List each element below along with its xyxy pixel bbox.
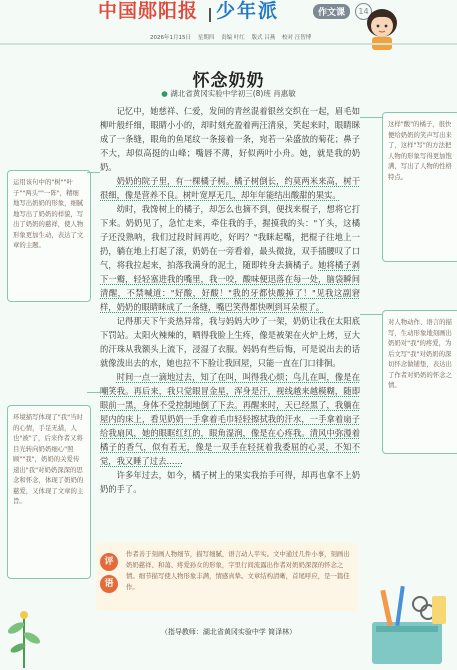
issue-editor: 责编 叶红 xyxy=(221,35,245,41)
article-body xyxy=(100,104,360,496)
paragraph xyxy=(100,370,360,468)
annotation-note xyxy=(382,112,457,262)
paragraph-text: 记得那天下午炎热异常，我与妈妈大吵了一架，奶奶让我在太阳底下罚站。太阳火辣辣的，晒得我脸上生疼，像是被架在火炉上烤，豆大的汗珠从我额头上流下，浸湿了衣服。妈妈有些后悔，可是说出去的话就像泼出去的水，她也拉不下脸让我回屋，只能一直在门口徘徊。 xyxy=(100,316,360,368)
masthead-divider xyxy=(209,8,211,22)
comment-label: 评 xyxy=(100,553,118,571)
comment-label: 语 xyxy=(100,575,118,593)
annotation-text: 对人物动作、语言的描写，生动形象地刻画出奶奶对"我"的疼爱，为后文写"我"对奶奶的深切怀念做铺垫，表达出了作者对奶奶的怀念之情。 xyxy=(388,318,452,389)
paragraph xyxy=(100,104,360,174)
annotation-text: 环境描写体现了"我"当时的心情，手足无措，人也"被"了，后来作者又将目光转向奶奶细心"照顾""我"，奶奶的关爱传递出"我"对奶奶深深的思念和怀念，体现了奶奶的慈爱，又体现了文章的主旨。 xyxy=(13,413,84,505)
page-number: 14 xyxy=(355,3,372,20)
issue-layout: 版式 吕燕 xyxy=(251,35,276,41)
paragraph-highlight: 时间一点一滴地过去，知了在叫，叫得我心烦；鸟儿在叫，像是在嘲笑我。再后来，我只觉眼冒金星，浑身是汗，视线越来越模糊，随即眼前一黑，身体不受控制地倒了下去。再醒来时，天已经黑了，我躺在屋内的床上，看见奶奶一手拿着毛巾轻轻擦拭我的汗水，一手拿着扇子给我扇风，她的眼眶红红的，眼角湿润，像是在心疼我。清风中弥漫着橘子的香气，似有若无，像是一双手在轻抚着我委屈的心灵，不知不觉，我又睡了过去…… xyxy=(100,372,360,466)
annotation-note xyxy=(7,170,91,302)
annotation-note xyxy=(7,405,91,579)
byline-dot-icon: ● xyxy=(161,89,168,98)
edition-name: 少年派 xyxy=(216,0,280,22)
paper-name: 中国郧阳报 xyxy=(98,0,199,22)
paragraph-text: 幼时，我馋树上的橘子，却怎么也摘不到，便找来棍子，想将它打下来。奶奶见了，急忙走来，牵住我的手，握摸我的头："丫头，这橘子还没熟呐，我们过段时间再吃，好吗？"我眯起嘴，把棍子往地上一扔，躺在地上打起了滚，奶奶在一旁看着，最头微拢，双手插腰叹了口气，将我拉起来，拍落我满身的泥土，随即转身去摘橘子。 xyxy=(100,204,360,270)
note-connector xyxy=(87,392,100,393)
paragraph xyxy=(100,468,360,496)
byline-text: 湖北省黄冈实验中学初三(8)班 肖惠敏 xyxy=(170,89,296,98)
issue-proofreader: 校对 汪智博 xyxy=(282,35,312,41)
note-connector xyxy=(87,172,100,173)
paragraph-highlight: 奶奶的院子里，有一棵橘子树。橘子树倒长，约莫两米来高，树干很细，像是营养不良。树叶宽厚无几，却年年能结出酸甜的果实。 xyxy=(100,176,360,200)
comment-text: 作者善于刻画人物细节，描写细腻，语言动人平实。文中通过几件小事，刻画出奶奶慈祥、和蔼、疼爱孙女的形象，字里行间流露出作者对奶奶深深的怀念之情。细节描写使人物形象丰满，情感真挚。文章结构清晰，首尾呼应，是一篇佳作。 xyxy=(126,550,350,591)
paragraph xyxy=(100,202,360,314)
paragraph xyxy=(100,174,360,202)
annotation-text: 这样"酸"的橘子，很快便给奶奶的笑声写出来了，这样"写"的方法把人物的形象写得更加饱满，写出了人物的性格特点。 xyxy=(388,120,452,181)
column-badge: 作文课 xyxy=(313,4,350,19)
note-connector xyxy=(360,117,382,118)
instructor-credit: （指导教师：湖北省黄冈实验中学 简泽林） xyxy=(160,628,297,636)
paragraph-highlight: 她将橘子剥下一瓣，轻轻塞进我的嘴里，我一咬，酸味便迅落在每一处，脑袋瞬间清醒，不禁喊道："好酸，好酸！"我的牙都快酸掉了！"见我这副窘样，奶奶的眼睛眯成了一条缝，嘴巴笑得都快咧到耳朵根了。 xyxy=(100,260,360,312)
issue-date: 2026年1月15日 xyxy=(150,35,191,41)
plant-icon xyxy=(4,588,44,668)
note-connector xyxy=(360,314,382,315)
header-rule xyxy=(0,43,457,45)
article-byline xyxy=(0,88,457,99)
paragraph xyxy=(100,314,360,370)
annotation-text: 运用该句中的"树""叶子""两头""一阵"，精细地写出奶奶的形象，细腻地写出了奶奶的样貌，写出了奶奶的慈祥，使人物形象更加生动，表达了文章的主题。 xyxy=(13,178,84,249)
teacher-comment xyxy=(96,543,358,611)
paragraph-text: 许多年过去，如今，橘子树上的果实我抬手可得，却再也拿不上奶奶的手了。 xyxy=(100,470,360,494)
issue-weekday: 星期四 xyxy=(197,35,215,41)
school-supplies-icon xyxy=(362,582,454,668)
issue-info xyxy=(150,33,360,41)
article-title: 怀念奶奶 xyxy=(192,71,265,91)
annotation-note xyxy=(382,310,457,454)
paragraph-text: 记忆中，她慈祥、仁爱，发间的青丝混着银丝交织在一起，眉毛如柳叶般纤细，眼睛小小的，却时刻充盈着两汪清泉，笑起来时，眼睛眯成了一条缝，眼角的鱼尾纹一条接着一条，宛若一朵盛放的菊花；鼻子不大，却似高挺的山峰；嘴唇不薄，好似两叶小舟。她，就是我的奶奶。 xyxy=(100,106,360,172)
